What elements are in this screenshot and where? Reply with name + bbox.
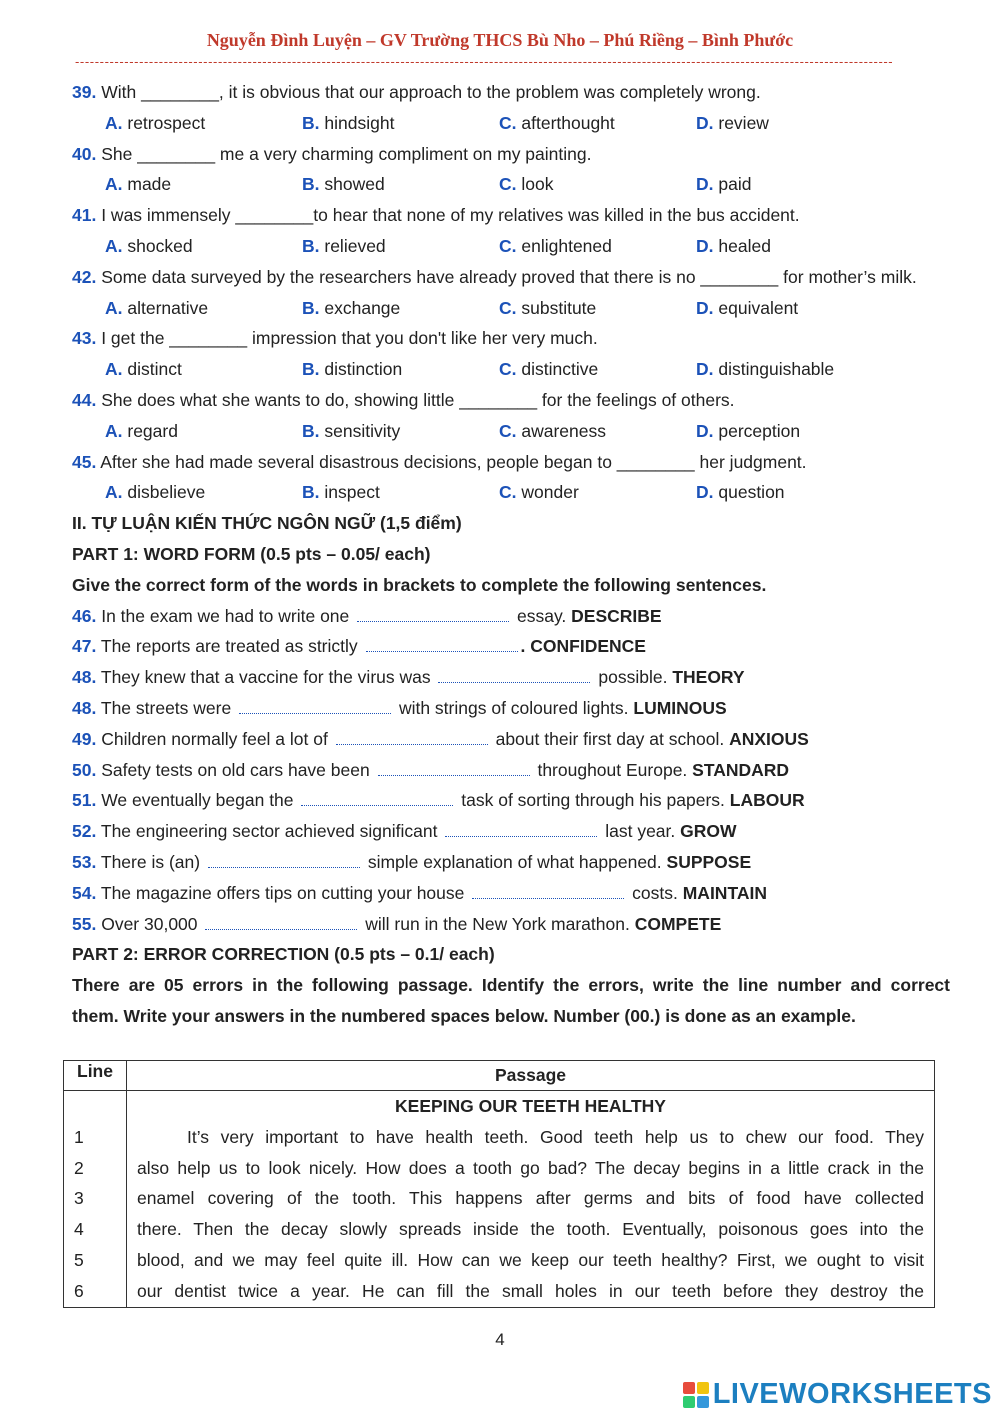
option-a[interactable]: A. retrospect bbox=[105, 112, 206, 133]
passage-line: blood, and we may feel quite ill. How can we keep our teeth healthy? First, we ought to visit bbox=[137, 1249, 924, 1270]
question-41: 41. I was immensely ________to hear that none of my relatives was killed in the bus accident. bbox=[72, 205, 800, 226]
word-form-item: 53. There is (an) simple explanation of what happened. SUPPOSE bbox=[72, 851, 752, 872]
question-44: 44. She does what she wants to do, showing little ________ for the feelings of others. bbox=[72, 389, 735, 410]
part1-title: PART 1: WORD FORM (0.5 pts – 0.05/ each) bbox=[72, 543, 431, 564]
options-42 bbox=[72, 293, 950, 324]
line-number: 5 bbox=[74, 1249, 84, 1270]
part2-instruction-line1: There are 05 errors in the following passage. Identify the errors, write the line number and correct bbox=[72, 975, 950, 996]
answer-blank[interactable] bbox=[239, 699, 391, 714]
option-b[interactable]: B. distinction bbox=[302, 359, 403, 380]
passage-column-header: Passage bbox=[127, 1061, 935, 1091]
answer-blank[interactable] bbox=[301, 791, 453, 806]
option-b[interactable]: B. exchange bbox=[302, 297, 401, 318]
option-a[interactable]: A. regard bbox=[105, 420, 178, 441]
worksheet-content bbox=[72, 77, 950, 1032]
option-a[interactable]: A. distinct bbox=[105, 359, 182, 380]
options-39 bbox=[72, 108, 950, 139]
passage-line: our dentist twice a year. He can fill the small holes in our teeth before they destroy the bbox=[137, 1280, 924, 1301]
header-divider: ---------------------------------------------------------------------------------------------------------------------------------------------------------------------- bbox=[75, 55, 894, 69]
option-c[interactable]: C. awareness bbox=[499, 420, 607, 441]
answer-blank[interactable] bbox=[472, 884, 624, 899]
question-40: 40. She ________ me a very charming compliment on my painting. bbox=[72, 143, 592, 164]
option-c[interactable]: C. distinctive bbox=[499, 359, 599, 380]
part2-title: PART 2: ERROR CORRECTION (0.5 pts – 0.1/ each) bbox=[72, 944, 495, 965]
word-form-item: 50. Safety tests on old cars have been throughout Europe. STANDARD bbox=[72, 759, 790, 780]
page-number: 4 bbox=[495, 1330, 505, 1349]
question-45: 45. After she had made several disastrous decisions, people began to ________ her judgment. bbox=[72, 451, 807, 472]
option-d[interactable]: D. question bbox=[696, 482, 785, 503]
passage-line: there. Then the decay slowly spreads inside the tooth. Eventually, poisonous goes into the bbox=[137, 1219, 924, 1240]
option-c[interactable]: C. enlightened bbox=[499, 235, 612, 256]
question-42: 42. Some data surveyed by the researchers have already proved that there is no ________ for mother’s milk. bbox=[72, 266, 917, 287]
answer-blank[interactable] bbox=[357, 607, 509, 622]
line-number: 2 bbox=[74, 1157, 84, 1178]
passage-line: enamel covering of the tooth. This happens after germs and bits of food have collected bbox=[137, 1188, 924, 1209]
option-b[interactable]: B. inspect bbox=[302, 482, 380, 503]
answer-blank[interactable] bbox=[378, 761, 530, 776]
option-d[interactable]: D. review bbox=[696, 112, 769, 133]
options-45 bbox=[72, 477, 950, 508]
word-form-item: 46. In the exam we had to write one essay. DESCRIBE bbox=[72, 605, 662, 626]
option-c[interactable]: C. look bbox=[499, 174, 554, 195]
option-b[interactable]: B. sensitivity bbox=[302, 420, 401, 441]
word-form-item: 49. Children normally feel a lot of about their first day at school. ANXIOUS bbox=[72, 728, 809, 749]
word-form-item: 52. The engineering sector achieved significant last year. GROW bbox=[72, 821, 737, 842]
passage-line: also help us to look nicely. How does a tooth go bad? The decay begins in a little crack in the bbox=[137, 1157, 924, 1178]
option-c[interactable]: C. substitute bbox=[499, 297, 597, 318]
option-b[interactable]: B. hindsight bbox=[302, 112, 395, 133]
liveworksheets-logo[interactable] bbox=[683, 1378, 992, 1411]
section-title: II. TỰ LUẬN KIẾN THỨC NGÔN NGỮ (1,5 điểm) bbox=[72, 513, 462, 534]
answer-blank[interactable] bbox=[208, 853, 360, 868]
option-a[interactable]: A. made bbox=[105, 174, 172, 195]
word-form-item: 54. The magazine offers tips on cutting your house costs. MAINTAIN bbox=[72, 882, 767, 903]
option-d[interactable]: D. equivalent bbox=[696, 297, 799, 318]
line-number: 3 bbox=[74, 1188, 84, 1209]
line-numbers bbox=[64, 1091, 126, 1307]
options-43 bbox=[72, 354, 950, 385]
option-b[interactable]: B. showed bbox=[302, 174, 385, 195]
word-form-item: 47. The reports are treated as strictly . CONFIDENCE bbox=[72, 636, 646, 657]
logo-icon bbox=[683, 1382, 709, 1408]
word-form-item: 51. We eventually began the task of sorting through his papers. LABOUR bbox=[72, 790, 805, 811]
answer-blank[interactable] bbox=[438, 668, 590, 683]
passage-cell bbox=[127, 1091, 935, 1308]
page-header: Nguyễn Đình Luyện – GV Trường THCS Bù Nho – Phú Riềng – Bình Phước bbox=[206, 30, 794, 50]
option-c[interactable]: C. afterthought bbox=[499, 112, 615, 133]
word-form-list bbox=[72, 601, 950, 940]
option-c[interactable]: C. wonder bbox=[499, 482, 579, 503]
part2-instruction-line2: them. Write your answers in the numbered spaces below. Number (00.) is done as an example. bbox=[72, 1005, 856, 1026]
option-a[interactable]: A. shocked bbox=[105, 235, 193, 256]
word-form-item: 48. They knew that a vaccine for the virus was possible. THEORY bbox=[72, 667, 745, 688]
option-a[interactable]: A. alternative bbox=[105, 297, 209, 318]
option-d[interactable]: D. distinguishable bbox=[696, 359, 835, 380]
part1-instruction: Give the correct form of the words in brackets to complete the following sentences. bbox=[72, 574, 767, 595]
options-44 bbox=[72, 416, 950, 447]
line-column-header: Line bbox=[64, 1061, 127, 1091]
word-form-item: 55. Over 30,000 will run in the New York marathon. COMPETE bbox=[72, 913, 722, 934]
logo-text: LIVEWORKSHEETS bbox=[712, 1378, 992, 1410]
word-form-item: 48. The streets were with strings of coloured lights. LUMINOUS bbox=[72, 697, 727, 718]
question-39: 39. With ________, it is obvious that our approach to the problem was completely wrong. bbox=[72, 82, 761, 102]
line-number: 4 bbox=[74, 1219, 84, 1240]
answer-blank[interactable] bbox=[445, 822, 597, 837]
option-d[interactable]: D. paid bbox=[696, 174, 752, 195]
answer-blank[interactable] bbox=[366, 637, 518, 652]
passage-table bbox=[63, 1060, 935, 1308]
line-number: 6 bbox=[74, 1280, 84, 1301]
answer-blank[interactable] bbox=[336, 730, 488, 745]
line-number: 1 bbox=[74, 1126, 84, 1147]
option-d[interactable]: D. perception bbox=[696, 420, 801, 441]
question-43: 43. I get the ________ impression that you don't like her very much. bbox=[72, 328, 598, 349]
options-40 bbox=[72, 169, 950, 200]
passage-title: KEEPING OUR TEETH HEALTHY bbox=[395, 1096, 666, 1116]
option-b[interactable]: B. relieved bbox=[302, 235, 386, 256]
option-a[interactable]: A. disbelieve bbox=[105, 482, 206, 503]
option-d[interactable]: D. healed bbox=[696, 235, 771, 256]
answer-blank[interactable] bbox=[205, 915, 357, 930]
options-41 bbox=[72, 231, 950, 262]
passage-line: It’s very important to have health teeth. Good teeth help us to chew our food. They bbox=[187, 1126, 924, 1147]
line-numbers-cell bbox=[64, 1091, 127, 1308]
